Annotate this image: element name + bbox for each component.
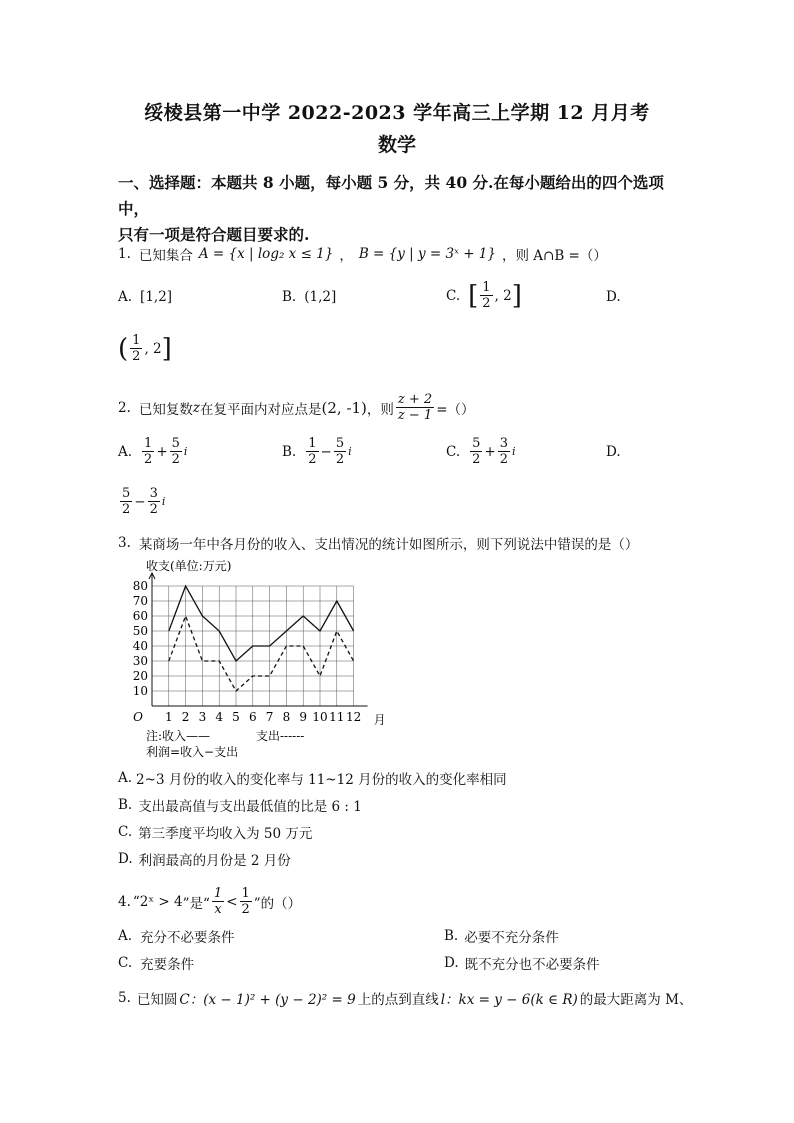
legend-expense: 支出------: [256, 729, 305, 743]
question-5: 5. 已知圆 C：(x − 1)² + (y − 2)² = 9 上的点到直线 l：kx = y − 6(k ∈ R) 的最大距离为 M、: [118, 990, 693, 1008]
origin-label: O: [133, 710, 143, 724]
chart-axes: [149, 573, 368, 706]
q3-option-b[interactable]: B. 支出最高值与支出最低值的比是 6 : 1: [118, 797, 362, 815]
exam-subject: 数学: [377, 134, 416, 156]
q2-number: 2.: [118, 399, 131, 416]
y-axis-label: 收支(单位:万元): [146, 559, 232, 573]
y-tick-label: 30: [132, 654, 148, 668]
q1-number: 1.: [118, 246, 131, 262]
section-heading-line2: 只有一项是符合题目要求的.: [118, 225, 310, 244]
x-tick-label: 11: [329, 710, 345, 724]
q3-option-a[interactable]: A. 2~3 月份的收入的变化率与 11~12 月份的收入的变化率相同: [118, 770, 507, 788]
legend-income: 注:收入——: [146, 729, 211, 743]
q1-stem-pre: 已知集合: [138, 248, 193, 264]
q2-option-a[interactable]: A. $\frac{1}{2}$ + $\frac{5}{2}$ i: [118, 436, 188, 467]
x-tick-label: 12: [345, 710, 362, 724]
y-tick-label: 20: [132, 669, 148, 683]
q2-option-d-label[interactable]: D.: [606, 444, 621, 460]
q1-set-a: A = {x | log₂ x ≤ 1}: [198, 246, 334, 262]
section-heading-line1: 一、选择题：本题共 8 小题，每小题 5 分，共 40 分.在每小题给出的四个选项中，: [118, 173, 664, 218]
x-tick-label: 3: [198, 710, 207, 724]
question-4: 4. “ 2ˣ > 4 ”是“ $\frac{1}{x}$ < $\frac{1}{2}$ ”的（）: [118, 886, 302, 917]
q1-stem-post: ，则 A∩B =（）: [501, 248, 607, 264]
q4-condition-1: 2ˣ > 4: [139, 893, 183, 910]
q2-variable: z: [192, 399, 201, 416]
section-heading: [118, 170, 678, 248]
q2-option-b[interactable]: B. $\frac{1}{2}$ − $\frac{5}{2}$ i: [282, 436, 352, 467]
q2-option-c[interactable]: C. $\frac{5}{2}$ + $\frac{3}{2}$ i: [446, 436, 516, 467]
x-tick-label: 10: [312, 710, 328, 724]
x-tick-label: 7: [265, 710, 274, 724]
profit-note: 利润=收入−支出: [146, 745, 239, 759]
income-line: [169, 586, 354, 661]
q1-option-a[interactable]: A. [1,2]: [118, 289, 173, 305]
q4-option-c[interactable]: C. 充要条件: [118, 955, 195, 973]
q1-option-d-label[interactable]: D.: [606, 289, 621, 305]
y-tick-label: 70: [132, 594, 148, 608]
x-tick-label: 2: [181, 710, 190, 724]
y-tick-label: 50: [132, 624, 148, 638]
chart-labels: [133, 558, 386, 759]
y-tick-label: 10: [132, 684, 148, 698]
q1-option-b[interactable]: B. (1,2]: [282, 289, 337, 305]
q2-point: (2, -1): [321, 398, 367, 417]
q3-stem: 某商场一年中各月份的收入、支出情况的统计如图所示，则下列说法中错误的是（）: [138, 537, 639, 553]
y-tick-label: 80: [132, 579, 148, 593]
q2-option-d[interactable]: $\frac{5}{2}$ − $\frac{3}{2}$ i: [122, 486, 166, 517]
q5-circle: C：(x − 1)² + (y − 2)² = 9: [179, 992, 356, 1008]
q1-option-c[interactable]: C. [ $\frac{1}{2}$ , 2 ]: [446, 280, 522, 311]
q4-option-b[interactable]: B. 必要不充分条件: [444, 928, 559, 946]
x-tick-label: 9: [299, 710, 308, 724]
q5-line: l：kx = y − 6(k ∈ R): [440, 992, 578, 1008]
x-tick-label: 4: [215, 710, 224, 724]
y-tick-label: 60: [132, 609, 148, 623]
question-3: 3. 某商场一年中各月份的收入、支出情况的统计如图所示，则下列说法中错误的是（）: [118, 535, 639, 553]
question-2: 2. 已知复数 z 在复平面内对应点是 (2, -1) ，则 $\frac{z + 2}{z - 1}$ =（）: [118, 392, 475, 423]
q3-option-d[interactable]: D. 利润最高的月份是 2 月份: [118, 851, 291, 869]
exam-title: 绥棱县第一中学 2022-2023 学年高三上学期 12 月月考: [144, 102, 650, 124]
chart-series: [169, 586, 354, 691]
x-tick-label: 6: [248, 710, 257, 724]
q2-fraction: $\frac{z + 2}{z - 1}$: [397, 392, 433, 423]
y-tick-label: 40: [132, 639, 148, 653]
q3-option-c[interactable]: C. 第三季度平均收入为 50 万元: [118, 824, 313, 842]
x-axis-label: 月: [373, 713, 386, 727]
q4-option-d[interactable]: D. 既不充分也不必要条件: [444, 955, 600, 973]
question-1: 1. 已知集合 A = {x | log₂ x ≤ 1} ， B = {y | y = 3ˣ + 1} ，则 A∩B =（）: [118, 246, 607, 264]
x-tick-label: 5: [232, 710, 240, 724]
expense-line: [169, 616, 354, 691]
q1-set-b: B = {y | y = 3ˣ + 1}: [358, 246, 496, 262]
x-tick-label: 8: [282, 710, 291, 724]
q4-option-a[interactable]: A. 充分不必要条件: [118, 928, 235, 946]
income-expense-chart: [118, 556, 386, 766]
q1-option-d[interactable]: ( $\frac{1}{2}$ , 2 ]: [118, 333, 172, 364]
x-tick-label: 1: [164, 710, 173, 724]
